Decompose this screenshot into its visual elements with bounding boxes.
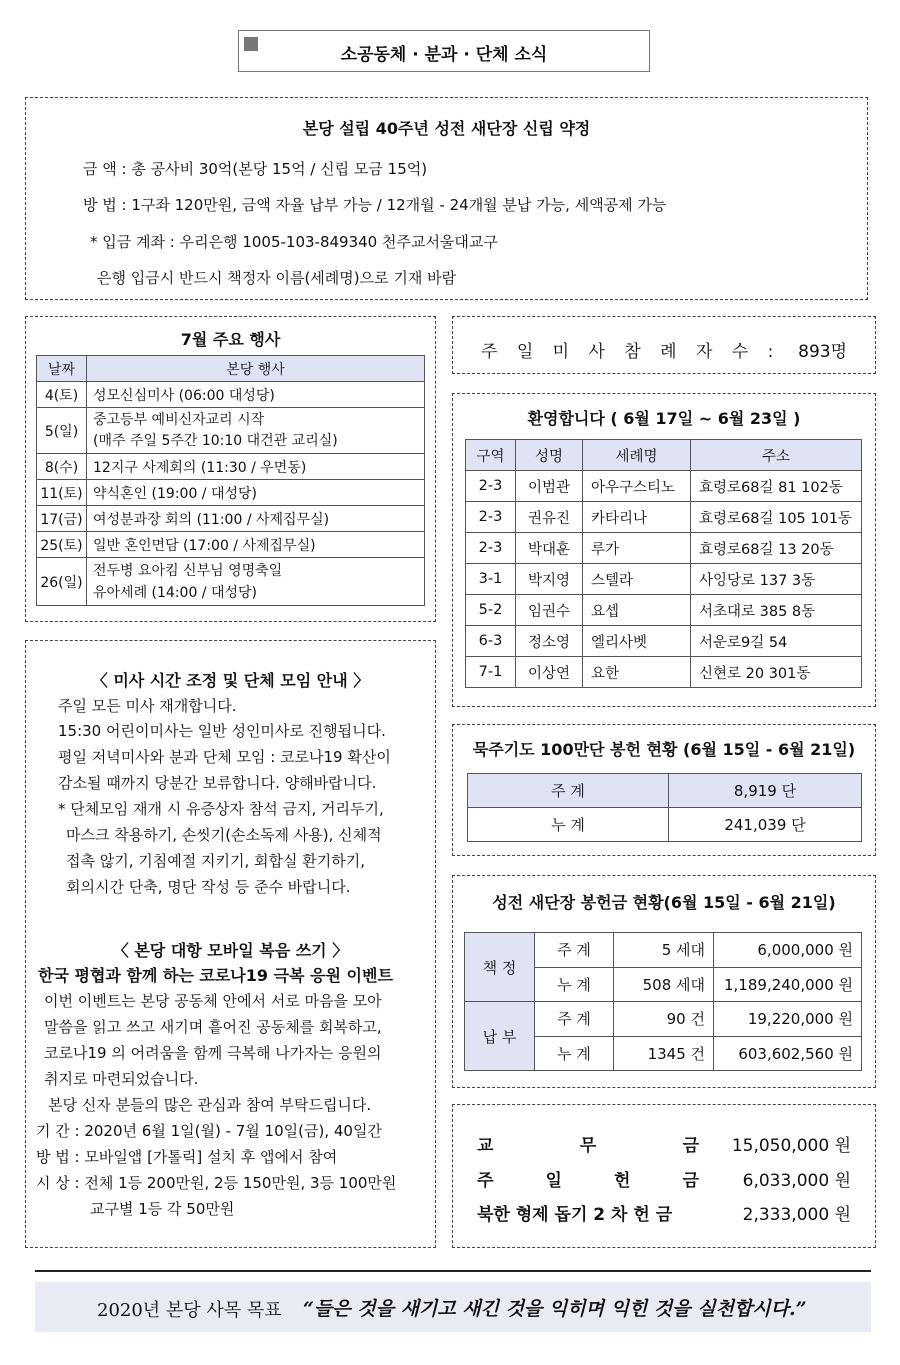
- table-row: [468, 808, 862, 842]
- pledge-method: 방 법 : 1구좌 120만원, 금액 자율 납부 가능 / 12개월 - 24개월 분납 가능, 세액공제 가능: [83, 196, 667, 214]
- bible-how: 방 법 : 모바일앱 [가톨릭] 설치 후 앱에서 참여: [36, 1148, 338, 1166]
- cell-district: 2-3: [466, 471, 516, 502]
- table-row: [466, 502, 862, 533]
- event-desc: 약식혼인 (19:00 / 대성당): [87, 480, 425, 506]
- bible-period: 기 간 : 2020년 6월 1일(월) - 7월 10일(금), 40일간: [36, 1122, 382, 1140]
- notice-heading: 〈 미사 시간 조정 및 단체 모임 안내 〉: [91, 671, 370, 690]
- cell-name: 박지영: [516, 564, 583, 595]
- donation-table: [464, 932, 862, 1071]
- cell-baptismal: 카타리나: [583, 502, 691, 533]
- cell-name: 박대훈: [516, 533, 583, 564]
- rosary-box: [452, 724, 876, 856]
- section-title-box: [238, 30, 650, 72]
- attendance-value: 893명: [798, 342, 847, 362]
- event-date: 25(토): [37, 532, 87, 558]
- paid-label: 납 부: [465, 1002, 535, 1071]
- event-desc: [87, 408, 425, 454]
- offering-label-char: 헌: [614, 1171, 631, 1191]
- offering-label-char: 금: [682, 1136, 699, 1156]
- rosary-week-value: 8,919 단: [669, 774, 862, 808]
- cell-district: 5-2: [466, 595, 516, 626]
- notice-line: 감소될 때까지 당분간 보류합니다. 양해바랍니다.: [58, 774, 377, 792]
- offering-amount: 2,333,000 원: [742, 1205, 851, 1225]
- paid-total-amount: 603,602,560 원: [714, 1036, 862, 1071]
- notice-line: 회의시간 단축, 명단 작성 등 준수 바랍니다.: [66, 878, 351, 896]
- cell-district: 2-3: [466, 502, 516, 533]
- paid-total-count: 1345 건: [614, 1036, 714, 1071]
- cell-name: 정소영: [516, 626, 583, 657]
- bible-subheading: 한국 평협과 함께 하는 코로나19 극복 응원 이벤트: [38, 966, 393, 985]
- cell-district: 7-1: [466, 657, 516, 688]
- cell-name: 권유진: [516, 502, 583, 533]
- rosary-total-label: 누 계: [468, 808, 669, 842]
- offering-label-char: 주: [477, 1171, 494, 1191]
- bible-heading: 〈 본당 대항 모바일 복음 쓰기 〉: [112, 941, 349, 960]
- events-col-event: 본당 행사: [87, 356, 425, 382]
- events-table: [36, 355, 425, 606]
- cell-address: 사잉당로 137 3동: [691, 564, 862, 595]
- offering-label-char: 일: [545, 1171, 562, 1191]
- donation-box: [452, 875, 876, 1088]
- cell-district: 3-1: [466, 564, 516, 595]
- offering-label-char: 무: [579, 1136, 597, 1156]
- notice-line: * 단체모임 재개 시 유증상자 참석 금지, 거리두기,: [58, 800, 384, 818]
- table-row: [37, 382, 425, 408]
- event-date: 4(토): [37, 382, 87, 408]
- table-row: [468, 774, 862, 808]
- offering-row: [477, 1200, 851, 1234]
- event-desc-line: 유아세례 (14:00 / 대성당): [93, 584, 258, 601]
- offerings-box: [452, 1104, 876, 1248]
- table-row: [466, 595, 862, 626]
- bible-prize-2: 교구별 1등 각 50만원: [90, 1200, 235, 1218]
- event-desc: [87, 558, 425, 606]
- event-desc-line: 전두병 요아킴 신부님 영명축일: [93, 562, 283, 579]
- attendance-box: [452, 316, 876, 374]
- event-desc-line: 중고등부 예비신자교리 시작: [93, 411, 265, 428]
- table-row: [466, 626, 862, 657]
- notice-box: [25, 640, 436, 1248]
- offering-label-char: 교: [477, 1136, 494, 1156]
- event-desc: 12지구 사제회의 (11:30 / 우면동): [87, 454, 425, 480]
- table-row: [37, 506, 425, 532]
- pledged-week-count: 5 세대: [614, 933, 714, 968]
- table-row: [37, 480, 425, 506]
- cell-address: 효령로68길 105 101동: [691, 502, 862, 533]
- notice-line: 평일 저녁미사와 분과 단체 모임 : 코로나19 확산이: [58, 748, 391, 766]
- welcome-col-baptismal: 세례명: [583, 440, 691, 471]
- notice-line: 15:30 어린이미사는 일반 성인미사로 진행됩니다.: [58, 722, 386, 740]
- event-date: 8(수): [37, 454, 87, 480]
- cell-baptismal: 루가: [583, 533, 691, 564]
- footer-divider: [35, 1270, 871, 1272]
- rosary-heading: 묵주기도 100만단 봉헌 현황 (6월 15일 - 6월 21일): [472, 740, 856, 759]
- rosary-total-value: 241,039 단: [669, 808, 862, 842]
- paid-week-count: 90 건: [614, 1002, 714, 1037]
- footer-goal-label: 2020년 본당 사목 목표: [97, 1300, 282, 1321]
- event-date: 17(금): [37, 506, 87, 532]
- table-row: [465, 1002, 862, 1037]
- footer-banner: [35, 1282, 871, 1332]
- rosary-week-label: 주 계: [468, 774, 669, 808]
- event-desc-line: (매주 주일 5주간 10:10 대건관 교리실): [93, 432, 338, 449]
- pledge-box: [25, 97, 868, 300]
- pledged-total-label: 누 계: [535, 967, 614, 1002]
- page-title: 소공동체 · 분과 · 단체 소식: [340, 45, 548, 65]
- event-date: 26(일): [37, 558, 87, 606]
- offering-amount: 15,050,000 원: [731, 1136, 851, 1156]
- bible-line: 코로나19 의 어려움을 함께 극복해 나가자는 응원의: [44, 1044, 382, 1062]
- welcome-table: [465, 439, 862, 688]
- cell-district: 2-3: [466, 533, 516, 564]
- pledge-note: 은행 입금시 반드시 책정자 이름(세례명)으로 기재 바람: [97, 269, 457, 287]
- events-heading: 7월 주요 행사: [180, 330, 281, 349]
- cell-name: 이범관: [516, 471, 583, 502]
- cell-baptismal: 아우구스티노: [583, 471, 691, 502]
- welcome-box: [452, 393, 876, 707]
- events-col-date: 날짜: [37, 356, 87, 382]
- pledged-week-label: 주 계: [535, 933, 614, 968]
- offering-row: [477, 1166, 851, 1200]
- cell-baptismal: 요셉: [583, 595, 691, 626]
- cell-address: 효령로68길 81 102동: [691, 471, 862, 502]
- paid-week-amount: 19,220,000 원: [714, 1002, 862, 1037]
- bible-line: 취지로 마련되었습니다.: [44, 1070, 199, 1088]
- rosary-table: [467, 773, 862, 842]
- cell-name: 임권수: [516, 595, 583, 626]
- pledged-week-amount: 6,000,000 원: [714, 933, 862, 968]
- welcome-col-district: 구역: [466, 440, 516, 471]
- paid-week-label: 주 계: [535, 1002, 614, 1037]
- table-row: [465, 933, 862, 968]
- notice-line: 주일 모든 미사 재개합니다.: [58, 697, 237, 715]
- bible-line: 본당 신자 분들의 많은 관심과 참여 부탁드립니다.: [48, 1096, 372, 1114]
- paid-total-label: 누 계: [535, 1036, 614, 1071]
- offering-label-char: 금: [682, 1171, 699, 1191]
- footer-goal-quote: “들은 것을 새기고 새긴 것을 익히며 익힌 것을 실천합시다.”: [303, 1298, 807, 1320]
- bible-prize: 시 상 : 전체 1등 200만원, 2등 150만원, 3등 100만원: [36, 1174, 397, 1192]
- cell-baptismal: 엘리사벳: [583, 626, 691, 657]
- cell-address: 서운로9길 54: [691, 626, 862, 657]
- notice-line: 접촉 않기, 기침예절 지키기, 회합실 환기하기,: [66, 852, 365, 870]
- offering-row: [477, 1131, 851, 1165]
- table-row: [37, 408, 425, 454]
- cell-name: 이상연: [516, 657, 583, 688]
- attendance-label: 주 일 미 사 참 례 자 수 :: [481, 342, 781, 362]
- cell-address: 신현로 20 301동: [691, 657, 862, 688]
- cell-address: 서초대로 385 8동: [691, 595, 862, 626]
- pledged-total-amount: 1,189,240,000 원: [714, 967, 862, 1002]
- welcome-col-name: 성명: [516, 440, 583, 471]
- event-date: 11(토): [37, 480, 87, 506]
- pledge-account: * 입금 계좌 : 우리은행 1005-103-849340 천주교서울대교구: [90, 233, 498, 251]
- bible-line: 이번 이벤트는 본당 공동체 안에서 서로 마음을 모아: [44, 992, 382, 1010]
- offering-label: [477, 1166, 699, 1191]
- table-row: [37, 558, 425, 606]
- event-desc: 일반 혼인면담 (17:00 / 사제집무실): [87, 532, 425, 558]
- table-row: [466, 471, 862, 502]
- pledged-label: 책 정: [465, 933, 535, 1002]
- table-row: [37, 454, 425, 480]
- bible-line: 말씀을 읽고 쓰고 새기며 흩어진 공동체를 회복하고,: [44, 1018, 382, 1036]
- offering-label: 북한 형제 돕기 2 차 헌 금: [477, 1205, 673, 1225]
- table-row: [466, 657, 862, 688]
- pledged-total-count: 508 세대: [614, 967, 714, 1002]
- event-date: 5(일): [37, 408, 87, 454]
- cell-baptismal: 스텔라: [583, 564, 691, 595]
- donation-heading: 성전 새단장 봉헌금 현황(6월 15일 - 6월 21일): [492, 893, 836, 912]
- welcome-heading: 환영합니다 ( 6월 17일 ~ 6월 23일 ): [527, 409, 801, 428]
- offering-amount: 6,033,000 원: [742, 1171, 851, 1191]
- cell-baptismal: 요한: [583, 657, 691, 688]
- welcome-col-address: 주소: [691, 440, 862, 471]
- table-row: [466, 533, 862, 564]
- cell-address: 효령로68길 13 20동: [691, 533, 862, 564]
- table-row: [466, 564, 862, 595]
- cell-district: 6-3: [466, 626, 516, 657]
- event-desc: 성모신심미사 (06:00 대성당): [87, 382, 425, 408]
- event-desc: 여성분과장 회의 (11:00 / 사제집무실): [87, 506, 425, 532]
- july-events-box: [25, 316, 436, 622]
- pledge-amount: 금 액 : 총 공사비 30억(본당 15억 / 신립 모금 15억): [83, 160, 428, 178]
- notice-line: 마스크 착용하기, 손씻기(손소독제 사용), 신체적: [66, 826, 382, 844]
- table-row: [37, 532, 425, 558]
- offering-label: [477, 1131, 699, 1156]
- pledge-heading: 본당 설립 40주년 성전 새단장 신립 약정: [302, 119, 591, 138]
